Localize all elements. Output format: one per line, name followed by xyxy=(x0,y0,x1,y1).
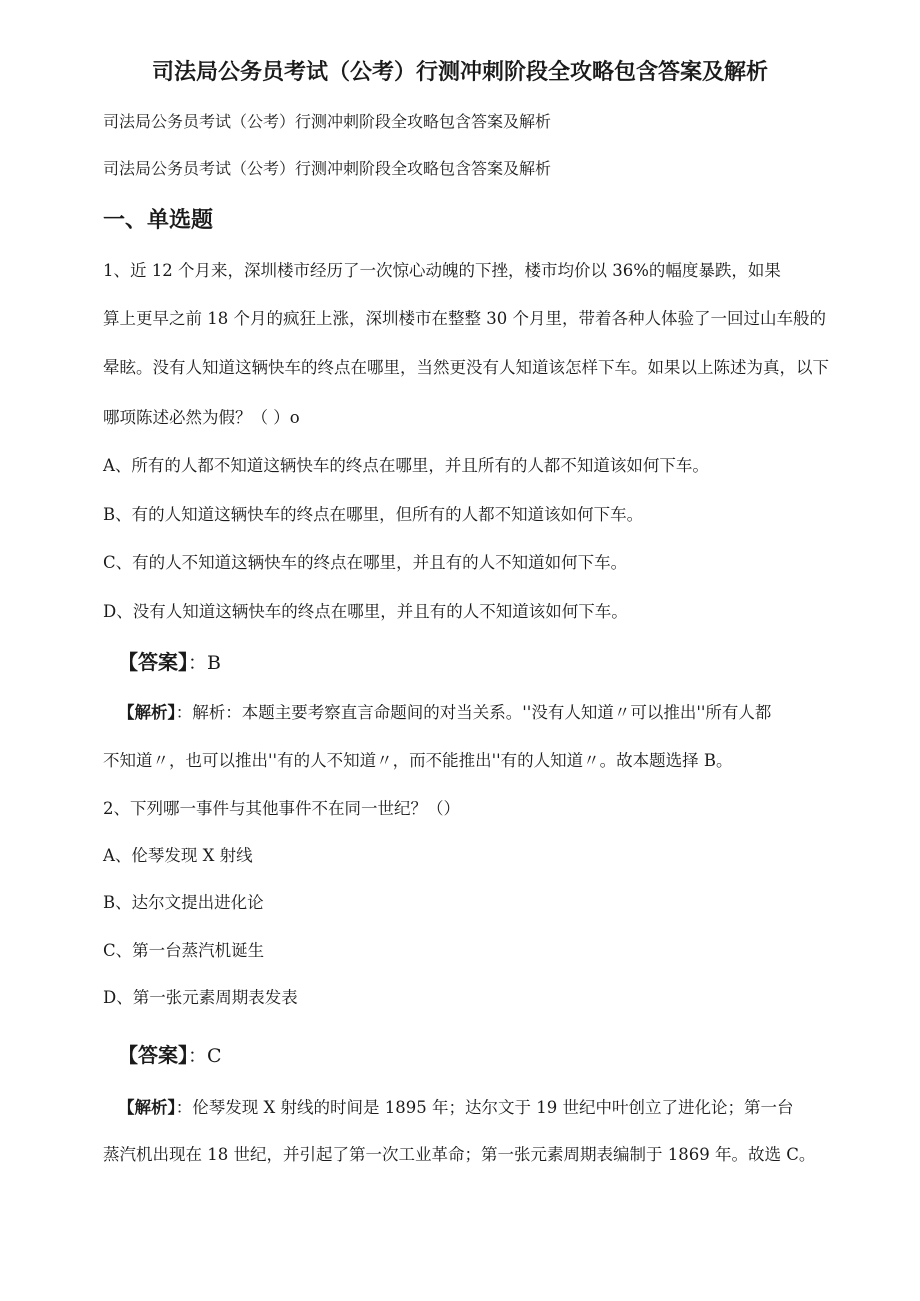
question-2-option-d: D、第一张元素周期表发表 xyxy=(103,988,298,1007)
question-2-stem-line-1: 2、下列哪一事件与其他事件不在同一世纪？（） xyxy=(103,799,460,818)
question-1-answer xyxy=(118,648,221,677)
question-2-explanation-line-2: 蒸汽机出现在 18 世纪，并引起了第一次工业革命；第一张元素周期表编制于 1869 年。故选 C。 xyxy=(103,1145,816,1164)
question-2-answer xyxy=(118,1041,222,1070)
question-1-option-b: B、有的人知道这辆快车的终点在哪里，但所有的人都不知道该如何下车。 xyxy=(103,505,644,524)
subtitle-line-1: 司法局公务员考试（公考）行测冲刺阶段全攻略包含答案及解析 xyxy=(103,112,552,131)
question-1-explanation-line-1 xyxy=(118,701,868,725)
answer-label: 【答案】 xyxy=(118,1043,188,1067)
question-1-option-d: D、没有人知道这辆快车的终点在哪里，并且有的人不知道该如何下车。 xyxy=(103,602,628,621)
explanation-text: ：伦琴发现 X 射线的时间是 1895 年；达尔文于 19 世纪中叶创立了进化论；第一台 xyxy=(175,1098,794,1117)
question-1-stem-line-4: 哪项陈述必然为假？（ ）o xyxy=(103,408,300,427)
answer-label: 【答案】 xyxy=(118,650,188,674)
question-1-explanation-line-2: 不知道〃，也可以推出''有的人不知道〃，而不能推出''有的人知道〃。故本题选择 B。 xyxy=(103,751,733,770)
subtitle-line-2: 司法局公务员考试（公考）行测冲刺阶段全攻略包含答案及解析 xyxy=(103,159,552,178)
explanation-text: ：解析：本题主要考察直言命题间的对当关系。''没有人知道〃可以推出''所有人都 xyxy=(175,703,772,722)
explanation-label: 【解析】 xyxy=(118,703,176,722)
answer-value: ：C xyxy=(188,1045,222,1067)
question-1-option-a: A、所有的人都不知道这辆快车的终点在哪里，并且所有的人都不知道该如何下车。 xyxy=(103,456,709,475)
page-title: 司法局公务员考试（公考）行测冲刺阶段全攻略包含答案及解析 xyxy=(151,60,768,85)
question-1-option-c: C、有的人不知道这辆快车的终点在哪里，并且有的人不知道如何下车。 xyxy=(103,553,628,572)
question-1-stem-line-1: 1、近 12 个月来，深圳楼市经历了一次惊心动魄的下挫，楼市均价以 36%的幅度暴跌，如果 xyxy=(103,261,781,280)
question-2-explanation-line-1 xyxy=(118,1096,868,1120)
explanation-label: 【解析】 xyxy=(118,1098,176,1117)
question-2-option-b: B、达尔文提出进化论 xyxy=(103,893,264,912)
question-1-stem-line-2: 算上更早之前 18 个月的疯狂上涨，深圳楼市在整整 30 个月里，带着各种人体验了一回过山车般的 xyxy=(103,309,826,328)
question-1-stem-line-3: 晕眩。没有人知道这辆快车的终点在哪里，当然更没有人知道该怎样下车。如果以上陈述为真，以下 xyxy=(103,358,829,377)
section-heading: 一、单选题 xyxy=(103,208,214,233)
answer-value: ：B xyxy=(188,652,221,674)
question-2-option-a: A、伦琴发现 X 射线 xyxy=(103,846,253,865)
question-2-option-c: C、第一台蒸汽机诞生 xyxy=(103,941,265,960)
